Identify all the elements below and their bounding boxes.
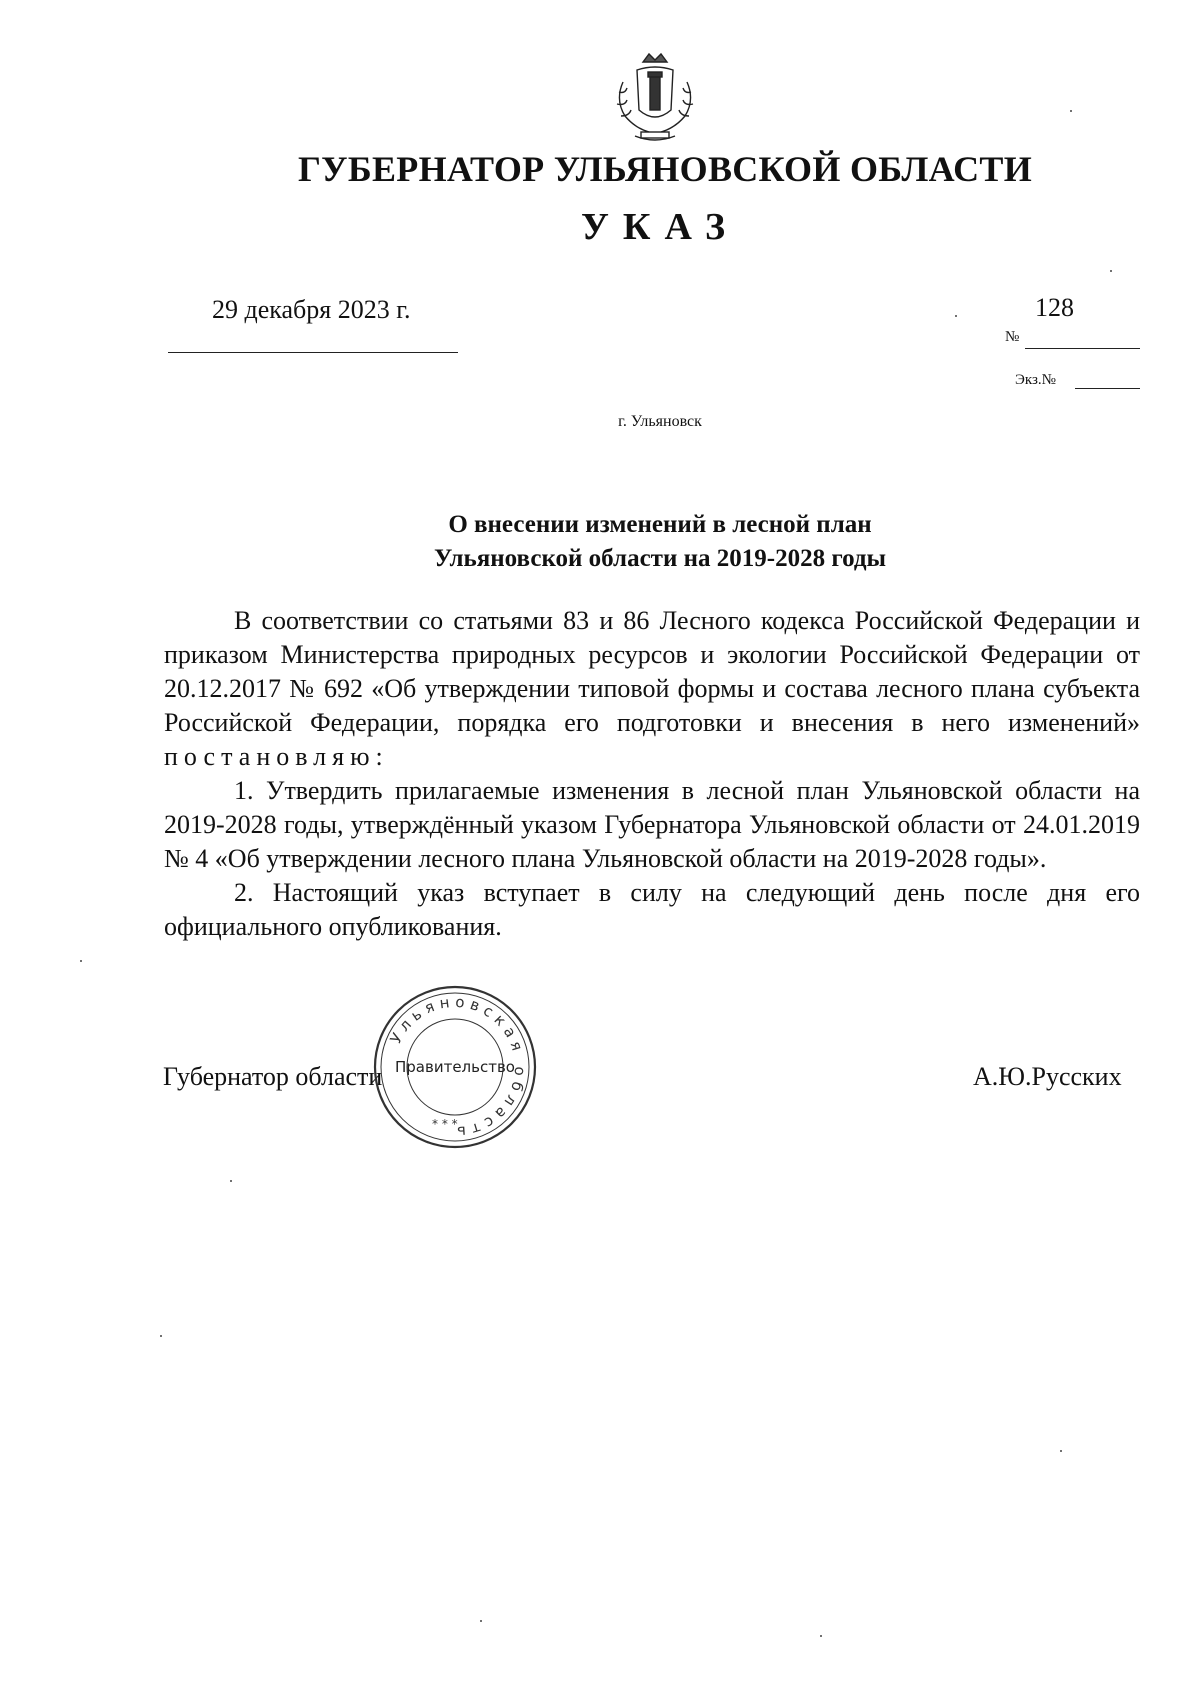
number-label: № [1005, 329, 1020, 345]
signatory-name: А.Ю.Русских [973, 1062, 1122, 1091]
scan-speck [160, 1335, 162, 1337]
item-1-paragraph: 1. Утвердить прилагаемые изменения в лесной план Ульяновской области на 2019-2028 годы, утверждённый указом Губернатора Ульяновской области от 24.01.2019 № 4 «Об утверждении лесного плана Ульяновской области на 2019-2028 годы». [164, 776, 1140, 873]
document-number: 128 [1035, 293, 1074, 322]
seal-star-icon: * * * [432, 1117, 458, 1131]
item-2-paragraph: 2. Настоящий указ вступает в силу на следующий день после дня его официального опубликования. [164, 878, 1140, 941]
scan-speck [80, 960, 82, 962]
seal-center-text: Правительство [395, 1058, 515, 1076]
subject-line-1: О внесении изменений в лесной план [448, 511, 872, 538]
scan-speck [1060, 1450, 1062, 1452]
decree-body [164, 604, 1140, 944]
subject-line-2: Ульяновской области на 2019-2028 годы [433, 545, 887, 572]
city-name: г. Ульяновск [618, 413, 702, 430]
coat-of-arms-emblem-icon [605, 52, 705, 144]
document-type-title: УКАЗ [581, 206, 739, 248]
scan-speck [480, 1620, 482, 1622]
organization-title: ГУБЕРНАТОР УЛЬЯНОВСКОЙ ОБЛАСТИ [297, 149, 1033, 189]
decree-subject [0, 508, 1200, 576]
decree-word: постановляю: [164, 742, 389, 771]
scan-speck [1070, 110, 1072, 112]
seal-ring-text: Ульяновская область [386, 992, 530, 1142]
scan-speck [820, 1635, 822, 1637]
official-seal-stamp [370, 982, 540, 1152]
copy-number-label: Экз.№ [1015, 372, 1056, 388]
signatory-position: Губернатор области [163, 1062, 383, 1091]
copy-number-underline [1075, 388, 1140, 389]
document-date: 29 декабря 2023 г. [212, 295, 411, 324]
preamble-paragraph [164, 604, 1140, 774]
scan-speck [230, 1180, 232, 1182]
scan-speck [1110, 270, 1112, 272]
scan-speck [955, 315, 957, 317]
preamble-text: В соответствии со статьями 83 и 86 Лесного кодекса Российской Федерации и приказом Министерства природных ресурсов и экологии Российской Федерации от 20.12.2017 № 692 «Об утверждении типовой формы и состава лесного плана субъекта Российской Федерации, порядка его подготовки и внесения в него изменений» [164, 606, 1140, 737]
date-underline [168, 352, 458, 353]
number-underline [1025, 348, 1140, 349]
